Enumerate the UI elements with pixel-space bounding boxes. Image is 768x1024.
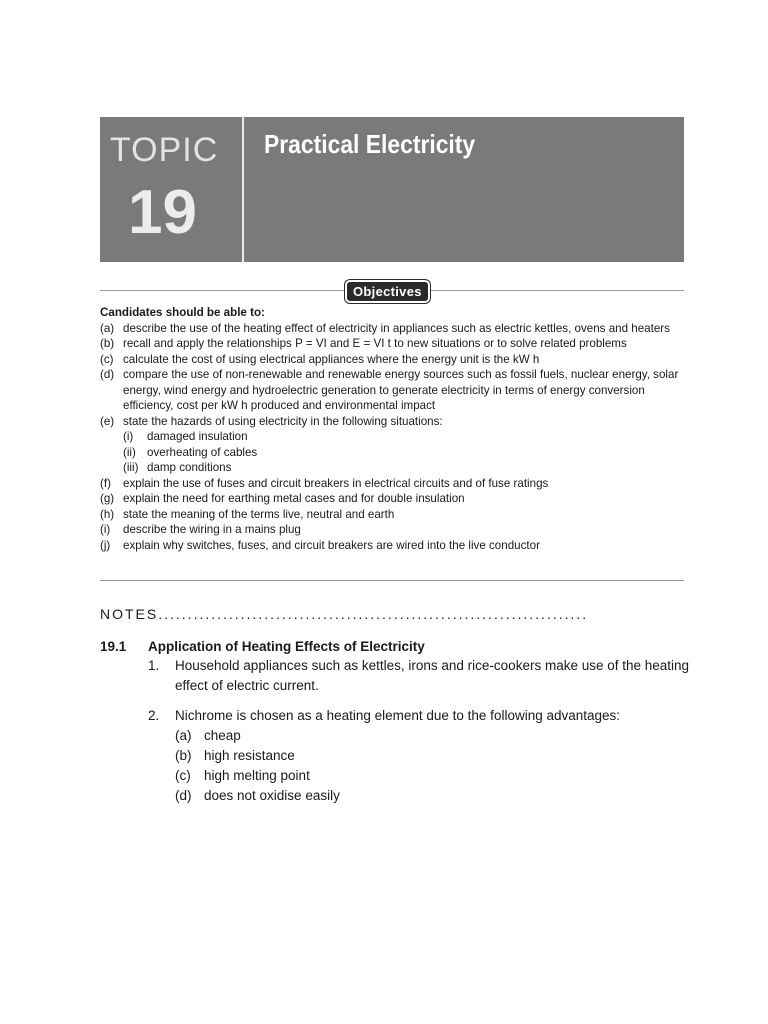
section-title: Application of Heating Effects of Electricity — [148, 639, 425, 654]
objective-text: explain why switches, fuses, and circuit breakers are wired into the live conductor — [123, 538, 540, 552]
objectives-end-rule — [100, 580, 684, 581]
objective-item — [100, 336, 690, 352]
objective-text: explain the need for earthing metal cases and for double insulation — [123, 492, 465, 505]
page-title: Practical Electricity — [264, 129, 476, 159]
hazard-item — [100, 445, 690, 461]
hazard-text: damaged insulation — [147, 430, 248, 443]
hazard-item — [100, 460, 690, 476]
objective-item — [100, 522, 690, 538]
objective-text: state the meaning of the terms live, neutral and earth — [123, 507, 395, 521]
topic-label: TOPIC — [110, 131, 219, 169]
section-number: 19.1 — [100, 639, 127, 654]
advantage-key: (c) — [175, 768, 191, 783]
objective-key: (d) — [100, 368, 115, 381]
objective-key: (a) — [100, 321, 115, 335]
objectives-intro: Candidates should be able to: — [100, 306, 265, 319]
objective-key: (i) — [100, 523, 111, 536]
objective-item — [100, 367, 690, 414]
objective-key: (c) — [100, 352, 114, 366]
objective-item — [100, 321, 690, 337]
objectives-list — [100, 305, 690, 553]
objective-text: state the hazards of using electricity in the following situations: — [123, 414, 443, 428]
hazard-text: overheating of cables — [147, 445, 258, 459]
advantage-key: (a) — [175, 728, 192, 743]
topic-banner — [100, 117, 684, 262]
objective-text: recall and apply the relationships P = VI and E = VI t to new situations or to solve related problems — [123, 337, 627, 350]
banner-divider — [242, 117, 244, 262]
note-number: 1. — [148, 658, 160, 673]
section-heading — [100, 639, 700, 654]
notes-heading: NOTES......................................................................... — [100, 606, 589, 622]
objective-text: calculate the cost of using electrical appliances where the energy unit is the kW h — [123, 352, 540, 366]
objective-key: (h) — [100, 507, 115, 521]
hazard-key: (ii) — [123, 445, 136, 459]
notes-section — [100, 639, 700, 806]
objective-item — [100, 414, 690, 430]
note-item — [100, 656, 700, 696]
objective-key: (j) — [100, 538, 111, 552]
note-text: Household appliances such as kettles, irons and rice-cookers make use of the heating effect of electric current. — [175, 658, 690, 693]
hazard-text: damp conditions — [147, 461, 232, 474]
advantage-key: (b) — [175, 748, 192, 763]
objective-text: explain the use of fuses and circuit breakers in electrical circuits and of fuse ratings — [123, 476, 549, 490]
hazard-key: (i) — [123, 430, 134, 443]
objective-text: describe the wiring in a mains plug — [123, 523, 301, 536]
objective-item — [100, 507, 690, 523]
advantage-item — [100, 786, 700, 806]
objective-key: (f) — [100, 476, 111, 490]
objective-key: (e) — [100, 414, 115, 428]
advantage-item — [100, 766, 700, 786]
objective-item — [100, 538, 690, 554]
advantage-item — [100, 726, 700, 746]
advantages-list — [100, 726, 700, 806]
advantage-text: high melting point — [204, 768, 310, 783]
objective-text: describe the use of the heating effect of electricity in appliances such as electric kettles, ovens and heaters — [123, 321, 670, 335]
advantage-text: cheap — [204, 728, 241, 743]
advantage-item — [100, 746, 700, 766]
advantage-text: high resistance — [204, 748, 295, 763]
hazard-item — [100, 429, 690, 445]
note-number: 2. — [148, 708, 160, 723]
objective-item — [100, 491, 690, 507]
objective-item — [100, 476, 690, 492]
note-item — [100, 706, 700, 726]
advantage-text: does not oxidise easily — [204, 788, 340, 803]
hazard-key: (iii) — [123, 461, 139, 474]
advantage-key: (d) — [175, 788, 192, 803]
objectives-badge: Objectives — [345, 280, 430, 303]
note-text: Nichrome is chosen as a heating element due to the following advantages: — [175, 708, 621, 723]
objective-key: (g) — [100, 492, 115, 505]
objective-key: (b) — [100, 337, 115, 350]
objective-item — [100, 352, 690, 368]
topic-number: 19 — [128, 178, 197, 247]
objective-text: compare the use of non-renewable and renewable energy sources such as fossil fuels, nuclear energy, solar energy, wind energy and hydroelectric generation to generate electricity in terms of energy conversion efficiency, cost per kW h produced and environmental impact — [123, 368, 679, 412]
